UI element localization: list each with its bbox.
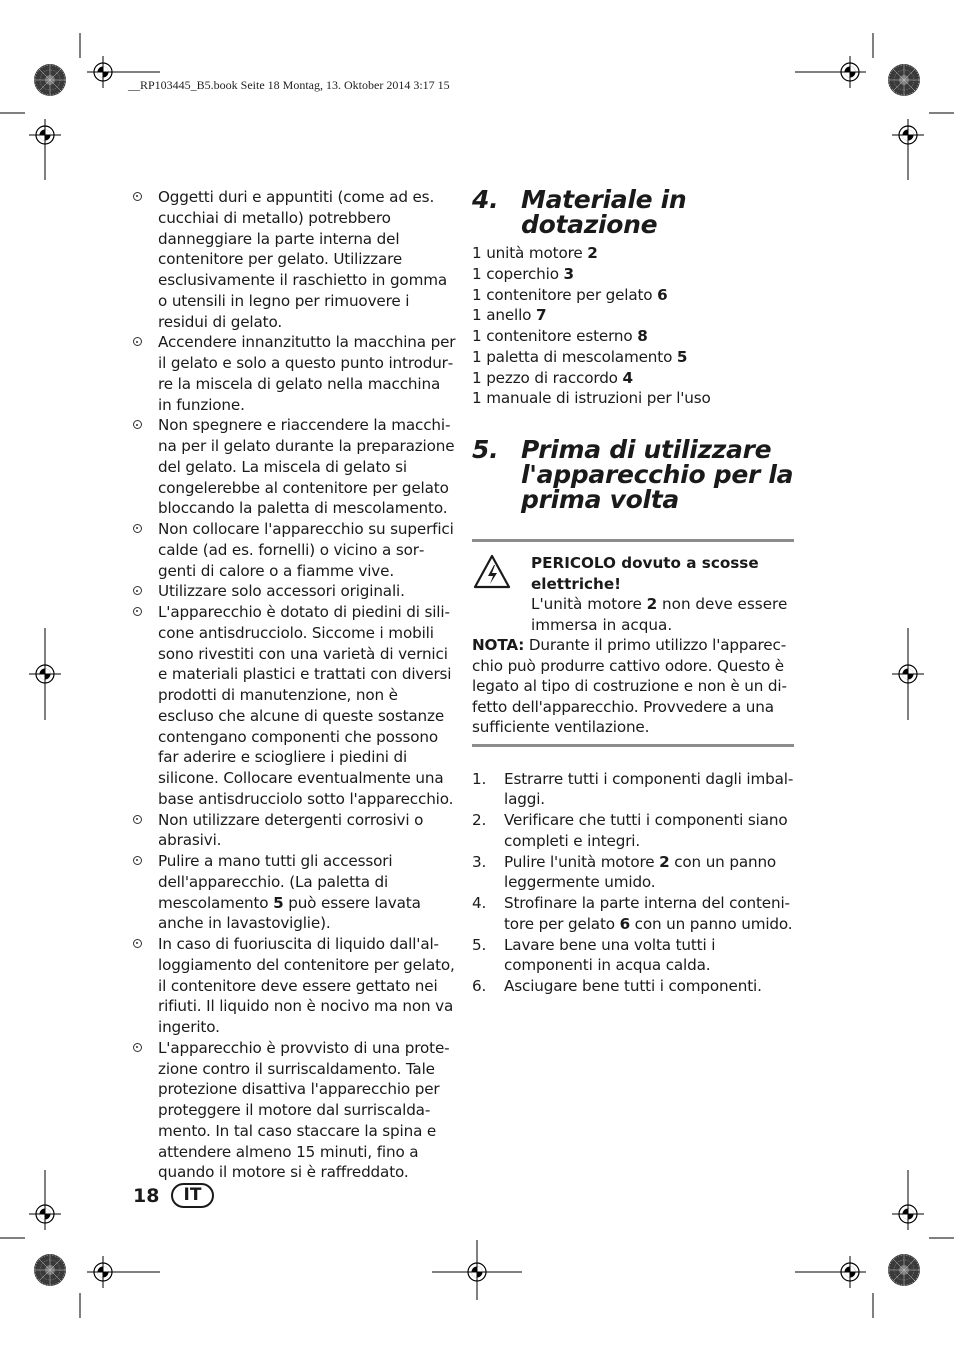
electric-shock-warning-icon bbox=[472, 553, 531, 635]
bullet-icon bbox=[133, 939, 142, 948]
list-item: 6. Asciugare bene tutti i componenti. bbox=[472, 977, 762, 995]
list-item: 2. Verificare che tutti i componenti siano completi e integri. bbox=[472, 811, 788, 850]
list-item: 1 contenitore esterno 8 bbox=[472, 327, 648, 345]
list-item: Oggetti duri e appuntiti (come ad es. cucchiai di metallo) potrebbero danneggiare la parte interna del contenitore per gelato. Utilizzare esclusivamente il raschietto in gomma o utensili in legno per rimuovere i residui di gelato. bbox=[131, 187, 456, 332]
color-target-icon bbox=[34, 1254, 66, 1286]
registration-mark-icon bbox=[29, 119, 61, 151]
list-item: 3. Pulire l'unità motore 2 con un panno leggermente umido. bbox=[472, 852, 777, 892]
section-5-title: Prima di utilizzare l'apparecchio per la prima volta bbox=[521, 435, 794, 514]
list-item: 1 paletta di mescolamento 5 bbox=[472, 347, 688, 366]
section-5-number: 5. bbox=[472, 435, 499, 464]
list-item: 1 coperchio 3 bbox=[472, 264, 574, 283]
list-item: 1 pezzo di raccordo 4 bbox=[472, 368, 633, 387]
list-item: L'apparecchio è provvisto di una protezione contro il surriscaldamento. Tale protezione disattiva l'apparecchio per proteggere il motore dal surriscaldamento. In tal caso staccare la spina e attendere almeno 15 minuti, fino a quando il motore si è raffreddato. bbox=[131, 1038, 456, 1183]
registration-mark-icon bbox=[892, 119, 924, 151]
list-item: 4. Strofinare la parte interna del contenitore per gelato 6 con un panno umido. bbox=[472, 894, 793, 933]
setup-steps-list bbox=[472, 769, 794, 997]
warning-title: PERICOLO dovuto a scosse elettriche! bbox=[531, 554, 759, 593]
registration-mark-icon bbox=[834, 56, 866, 88]
bullet-icon bbox=[133, 337, 142, 346]
color-target-icon bbox=[888, 64, 920, 96]
bullet-icon bbox=[133, 420, 142, 429]
registration-mark-icon bbox=[892, 1198, 924, 1230]
registration-mark-icon bbox=[461, 1256, 493, 1288]
print-header: __RP103445_B5.book Seite 18 Montag, 13. Oktober 2014 3:17 15 bbox=[128, 78, 450, 92]
note-paragraph: NOTA: Durante il primo utilizzo l'apparecchio può produrre cattivo odore. Questo è legato al tipo di costruzione e non è un difetto dell'apparecchio. Provvedere a una sufficiente ventilazione. bbox=[472, 636, 787, 736]
list-item: L'apparecchio è dotato di piedini di silicone antisdrucciolo. Siccome i mobili sono rivestiti con una varietà di vernici e materiali plastici e trattati con diversi prodotti di manutenzione, non è escluso che alcune di queste sostanze contengano componenti che possono far aderire e sciogliere i piedini di silicone. Collocare eventualmente una base antisdrucciolo sotto l'apparecchio. bbox=[131, 602, 456, 810]
page-number: 18 bbox=[133, 1185, 160, 1207]
list-item: 1 anello 7 bbox=[472, 306, 547, 325]
warning-box bbox=[472, 539, 794, 747]
list-item: 1. Estrarre tutti i componenti dagli imballaggi. bbox=[472, 769, 794, 809]
right-column bbox=[472, 187, 794, 997]
list-item: 1 unità motore 2 bbox=[472, 244, 598, 262]
list-item: Non utilizzare detergenti corrosivi o abrasivi. bbox=[131, 810, 456, 852]
bullet-icon bbox=[133, 607, 142, 616]
bullet-icon bbox=[133, 524, 142, 533]
list-item: 1 contenitore per gelato 6 bbox=[472, 285, 668, 304]
list-item: 5. Lavare bene una volta tutti i componenti in acqua calda. bbox=[472, 935, 716, 975]
safety-bullet-column bbox=[131, 187, 456, 1183]
warning-text: L'unità motore 2 non deve essere immersa in acqua. bbox=[531, 595, 788, 634]
contents-list bbox=[472, 243, 794, 409]
section-4-number: 4. bbox=[472, 185, 499, 214]
list-item: Non spegnere e riaccendere la macchina per il gelato durante la preparazione del gelato. La miscela di gelato si congelerebbe al contenitore per gelato bloccando la paletta di mescolamento. bbox=[131, 415, 456, 519]
bullet-icon bbox=[133, 586, 142, 595]
color-target-icon bbox=[34, 64, 66, 96]
section-4-title: Materiale in dotazione bbox=[521, 185, 687, 239]
bullet-icon bbox=[133, 1043, 142, 1052]
bullet-icon bbox=[133, 856, 142, 865]
list-item: Utilizzare solo accessori originali. bbox=[131, 581, 456, 602]
bullet-icon bbox=[133, 192, 142, 201]
list-item: 1 manuale di istruzioni per l'uso bbox=[472, 389, 711, 408]
registration-mark-icon bbox=[834, 1256, 866, 1288]
color-target-icon bbox=[888, 1254, 920, 1286]
registration-mark-icon bbox=[892, 658, 924, 690]
list-item: In caso di fuoriuscita di liquido dall'alloggiamento del contenitore per gelato, il contenitore deve essere gettato nei rifiuti. Il liquido non è nocivo ma non va ingerito. bbox=[131, 934, 456, 1038]
list-item: Accendere innanzitutto la macchina per il gelato e solo a questo punto introdurre la miscela di gelato nella macchina in funzione. bbox=[131, 332, 456, 415]
registration-mark-icon bbox=[29, 658, 61, 690]
list-item: Pulire a mano tutti gli accessori dell'apparecchio. (La paletta di mescolamento 5 può essere lavata anche in lavastoviglie). bbox=[131, 851, 456, 934]
registration-mark-icon bbox=[87, 56, 119, 88]
language-badge: IT bbox=[171, 1183, 214, 1208]
section-4-heading bbox=[472, 187, 794, 237]
section-5-heading bbox=[472, 437, 794, 512]
registration-mark-icon bbox=[87, 1256, 119, 1288]
registration-mark-icon bbox=[29, 1198, 61, 1230]
list-item: Non collocare l'apparecchio su superfici calde (ad es. fornelli) o vicino a sorgenti di calore o a fiamme vive. bbox=[131, 519, 456, 581]
safety-bullet-list bbox=[131, 187, 456, 1183]
bullet-icon bbox=[133, 815, 142, 824]
